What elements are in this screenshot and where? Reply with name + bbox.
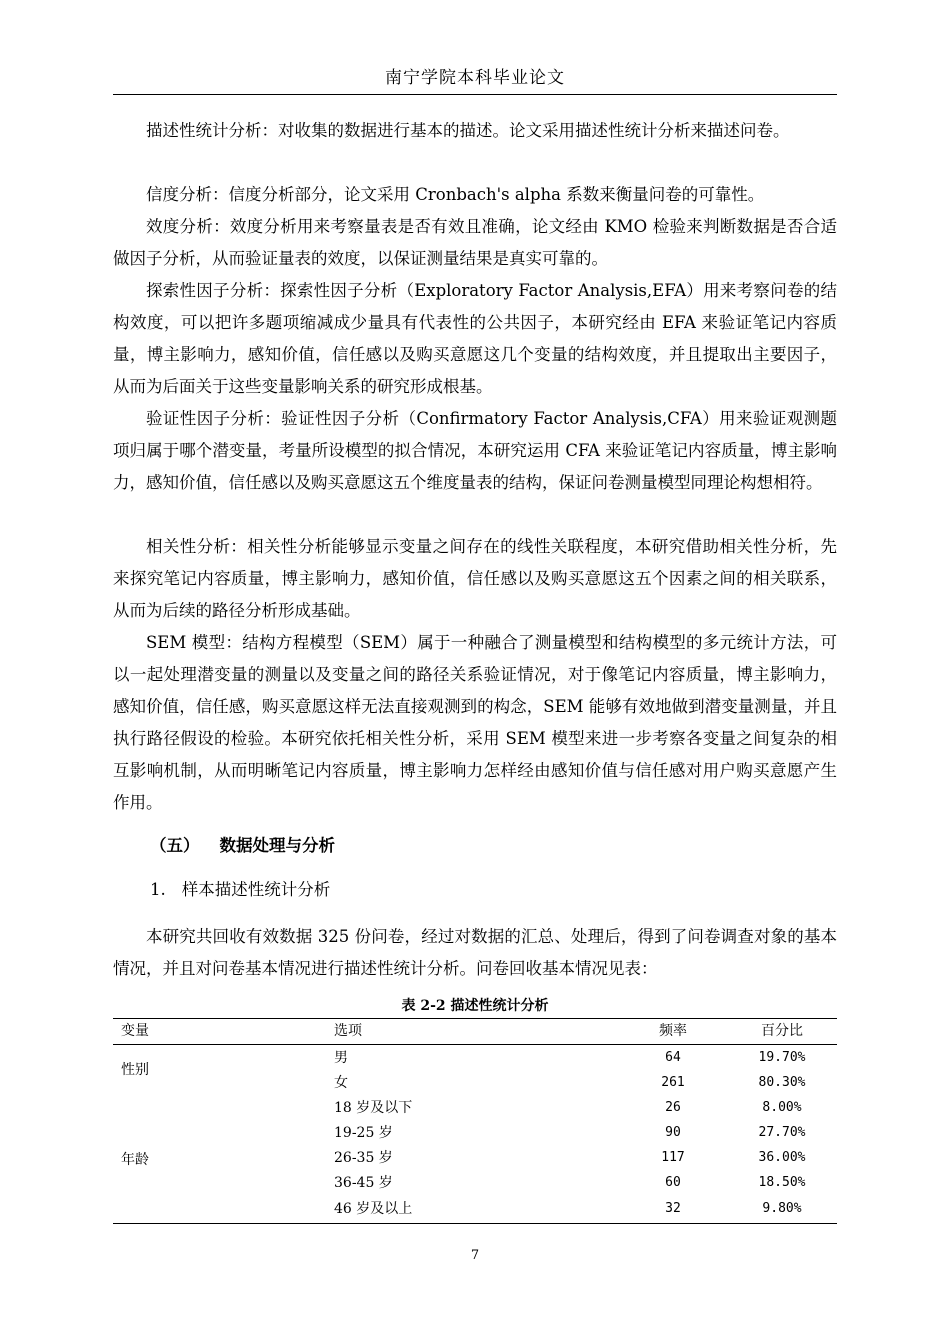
- table-header-percent: 百分比: [761, 1023, 803, 1039]
- row-percent: 27.70%: [758, 1125, 806, 1140]
- header-rule: [113, 94, 837, 95]
- table-header-option: 选项: [334, 1023, 362, 1039]
- table-bottom-rule: [113, 1223, 837, 1224]
- row-percent: 36.00%: [758, 1150, 806, 1165]
- descriptive-stats-table: [113, 1018, 837, 1224]
- row-percent: 18.50%: [758, 1175, 806, 1190]
- row-percent: 8.00%: [762, 1100, 802, 1115]
- page-header: 南宁学院本科毕业论文: [385, 68, 565, 88]
- row-option: 46 岁及以上: [334, 1201, 413, 1217]
- section-number: （五）: [150, 836, 200, 855]
- paragraph-validity: 效度分析：效度分析用来考察量表是否有效且准确，论文经由 KMO 检验来判断数据是否合适做因子分析，从而验证量表的效度，以保证测量结果是真实可靠的。: [113, 217, 837, 268]
- paragraph-sample-intro: 本研究共回收有效数据 325 份问卷，经过对数据的汇总、处理后，得到了问卷调查对象的基本情况，并且对问卷基本情况进行描述性统计分析。问卷回收基本情况见表：: [113, 927, 837, 978]
- paragraph-correlation: 相关性分析：相关性分析能够显示变量之间存在的线性关联程度，本研究借助相关性分析，先来探究笔记内容质量，博主影响力，感知价值，信任感以及购买意愿这五个因素之间的相关联系，从而为后续的路径分析形成基础。: [113, 537, 837, 620]
- paragraph-efa: 探索性因子分析：探索性因子分析（Exploratory Factor Analysis,EFA）用来考察问卷的结构效度，可以把许多题项缩减成少量具有代表性的公共因子，本研究经由 EFA 来验证笔记内容质量，博主影响力，感知价值，信任感以及购买意愿这几个变量的结构效度，并且提取出主要因子，从而为后面关于这些变量影响关系的研究形成根基。: [113, 281, 837, 396]
- row-option: 18 岁及以下: [334, 1100, 413, 1116]
- table-top-rule: [113, 1018, 837, 1019]
- row-percent: 9.80%: [762, 1201, 802, 1216]
- table-header-frequency: 频率: [659, 1023, 687, 1039]
- group-label-age: 年龄: [121, 1152, 149, 1168]
- paragraph-sem: SEM 模型：结构方程模型（SEM）属于一种融合了测量模型和结构模型的多元统计方法，可以一起处理潜变量的测量以及变量之间的路径关系验证情况，对于像笔记内容质量，博主影响力，感知价值，信任感，购买意愿这样无法直接观测到的构念，SEM 能够有效地做到潜变量测量，并且执行路径假设的检验。本研究依托相关性分析，采用 SEM 模型来进一步考察各变量之间复杂的相互影响机制，从而明晰笔记内容质量，博主影响力怎样经由感知价值与信任感对用户购买意愿产生作用。: [113, 633, 837, 812]
- row-option: 女: [334, 1075, 348, 1091]
- page-number: 7: [470, 1248, 480, 1263]
- paragraph-descriptive: 描述性统计分析：对收集的数据进行基本的描述。论文采用描述性统计分析来描述问卷。: [146, 121, 790, 140]
- paragraph-cfa: 验证性因子分析：验证性因子分析（Confirmatory Factor Analysis,CFA）用来验证观测题项归属于哪个潜变量，考量所设模型的拟合情况，本研究运用 CFA 来验证笔记内容质量，博主影响力，感知价值，信任感以及购买意愿这五个维度量表的结构，保证问卷测量模型同理论构想相符。: [113, 409, 837, 492]
- table-header-rule: [113, 1044, 837, 1045]
- section-title: 数据处理与分析: [219, 836, 335, 855]
- subsection-heading: [150, 876, 330, 904]
- row-option: 26-35 岁: [334, 1150, 393, 1166]
- row-percent: 80.30%: [758, 1075, 806, 1090]
- subsection-number: 1.: [150, 880, 166, 899]
- row-frequency: 261: [661, 1075, 685, 1090]
- row-frequency: 32: [665, 1201, 681, 1216]
- row-frequency: 64: [665, 1050, 681, 1065]
- subsection-title: 样本描述性统计分析: [181, 880, 331, 899]
- section-heading: [150, 832, 335, 860]
- row-frequency: 117: [661, 1150, 685, 1165]
- row-option: 36-45 岁: [334, 1175, 393, 1191]
- table-header-variable: 变量: [121, 1023, 149, 1039]
- row-frequency: 60: [665, 1175, 681, 1190]
- paragraph-reliability: 信度分析：信度分析部分，论文采用 Cronbach's alpha 系数来衡量问卷的可靠性。: [146, 185, 765, 204]
- group-label-gender: 性别: [121, 1062, 149, 1078]
- row-percent: 19.70%: [758, 1050, 806, 1065]
- row-option: 19-25 岁: [334, 1125, 393, 1141]
- row-frequency: 26: [665, 1100, 681, 1115]
- table-caption: 表 2-2 描述性统计分析: [401, 998, 549, 1014]
- row-frequency: 90: [665, 1125, 681, 1140]
- row-option: 男: [334, 1050, 348, 1066]
